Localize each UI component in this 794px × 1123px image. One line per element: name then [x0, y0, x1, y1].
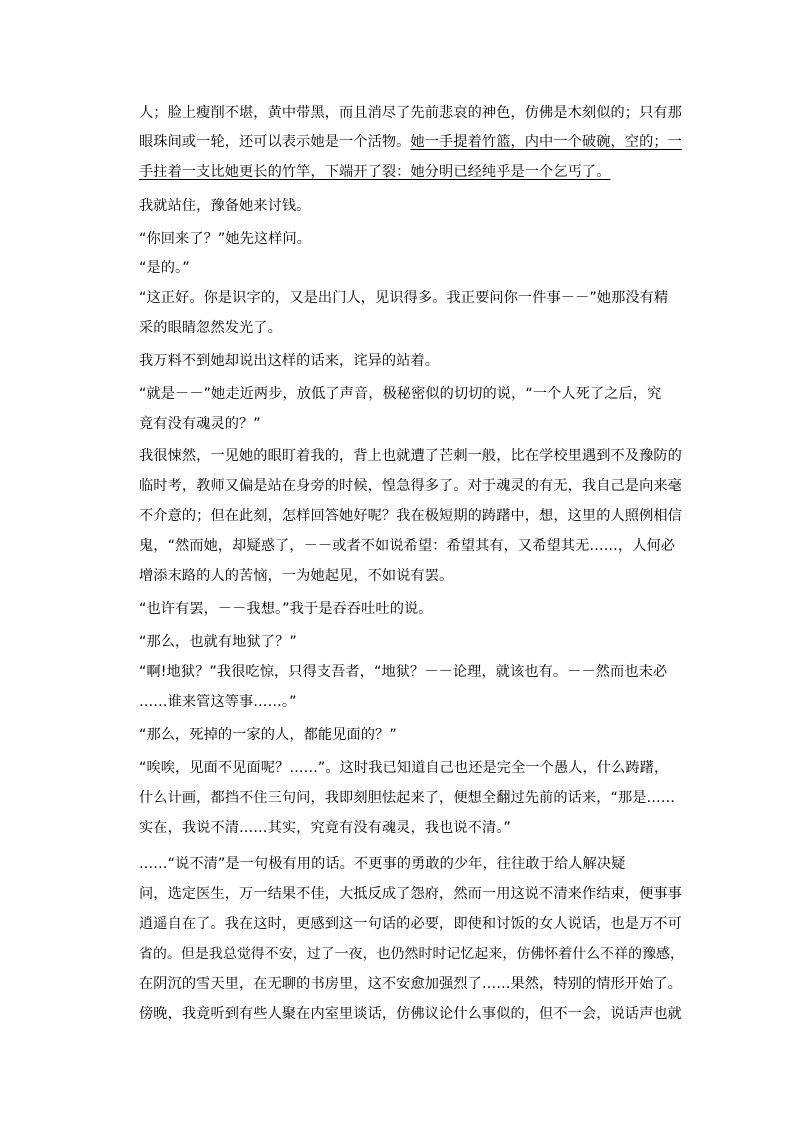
text-line — [139, 258, 684, 278]
line-text: 逍遥自在了。我在这时，更感到这一句话的必要，即使和讨饭的女人说话，也是万不可 — [139, 916, 682, 932]
text-line — [139, 506, 684, 526]
line-text: 采的眼睛忽然发光了。 — [139, 320, 282, 336]
line-text: 我就站住，豫备她来讨钱。 — [139, 198, 311, 214]
text-line — [139, 446, 684, 466]
text-line — [139, 599, 684, 619]
line-text: “就是－－”她走近两步，放低了声音，极秘密似的切切的说，“一个人死了之后，究 — [139, 386, 662, 402]
line-text: 问，选定医生，万一结果不佳，大抵反成了怨府，然而一用这说不清来作结束，便事事 — [139, 886, 682, 902]
line-text: 我很悚然，一见她的眼盯着我的，背上也就遭了芒刺一般，比在学校里遇到不及豫防的 — [139, 448, 682, 464]
line-text: 傍晚，我竟听到有些人聚在内室里谈话，仿佛议论什么事似的，但不一会，说话声也就 — [139, 1006, 682, 1022]
underlined-text: 她一手提着竹篮，内中一个破碗，空的；一 — [410, 134, 682, 150]
text-line — [139, 818, 684, 838]
text-line — [139, 692, 684, 712]
line-text: “这正好。你是识字的，又是出门人，见识得多。我正要问你一件事－－”她那没有精 — [139, 290, 669, 306]
line-text: 人；脸上瘦削不堪，黄中带黑，而且消尽了先前悲哀的神色，仿佛是木刻似的；只有那 — [139, 105, 682, 121]
text-line — [139, 536, 684, 556]
text-line — [139, 288, 684, 308]
line-text: “你回来了？”她先这样问。 — [139, 231, 312, 247]
line-text: 增添末路的人的苦恼，一为她起见，不如说有罢。 — [139, 568, 454, 584]
text-line — [139, 725, 684, 745]
text-line — [139, 384, 684, 404]
line-text: ……谁来管这等事……。” — [139, 694, 297, 710]
text-line — [139, 351, 684, 371]
text-line — [139, 854, 684, 874]
line-text: “那么，也就有地狱了？” — [139, 634, 297, 650]
underlined-text: 手拄着一支比她更长的竹竿，下端开了裂：她分明已经纯乎是一个乞丐了。 — [139, 164, 611, 180]
line-text: 不介意的；但在此刻，怎样回答她好呢？我在极短期的踌躇中，想，这里的人照例相信 — [139, 508, 682, 524]
text-line — [139, 662, 684, 682]
line-text: “也许有罢，－－我想。”我于是吞吞吐吐的说。 — [139, 601, 433, 617]
text-line — [139, 758, 684, 778]
line-text: “那么，死掉的一家的人，都能见面的？” — [139, 727, 397, 743]
line-text: “唉唉，见面不见面呢？……”。这时我已知道自己也还是完全一个愚人，什么踌躇， — [139, 760, 669, 776]
line-text: 什么计画，都挡不住三句问，我即刻胆怯起来了，便想全翻过先前的话来，“那是…… — [139, 790, 676, 806]
line-text: 眼珠间或一轮，还可以表示她是一个活物。 — [139, 134, 411, 150]
text-line — [139, 196, 684, 216]
text-line — [139, 103, 684, 123]
text-line — [139, 884, 684, 904]
line-text: 我万料不到她却说出这样的话来，诧异的站着。 — [139, 353, 440, 369]
text-line — [139, 132, 684, 152]
line-text: 鬼，“然而她，却疑惑了，－－或者不如说希望：希望其有，又希望其无……，人何必 — [139, 538, 676, 554]
text-line — [139, 914, 684, 934]
line-text: “是的。” — [139, 260, 190, 276]
line-text: 在阴沉的雪天里，在无聊的书房里，这不安愈加强烈了……果然，特别的情形开始了。 — [139, 976, 682, 992]
text-line — [139, 1004, 684, 1024]
text-line — [139, 944, 684, 964]
text-line — [139, 974, 684, 994]
line-text: 竟有没有魂灵的？” — [139, 416, 261, 432]
text-line — [139, 632, 684, 652]
text-line — [139, 229, 684, 249]
line-text: ……“说不清”是一句极有用的话。不更事的勇敢的少年，往往敢于给人解决疑 — [139, 856, 626, 872]
text-line — [139, 788, 684, 808]
line-text: 省的。但是我总觉得不安，过了一夜，也仍然时时记忆起来，仿佛怀着什么不祥的豫感， — [139, 946, 685, 962]
text-line — [139, 162, 684, 182]
line-text: 实在，我说不清……其实，究竟有没有魂灵，我也说不清。” — [139, 820, 511, 836]
text-line — [139, 566, 684, 586]
text-line — [139, 414, 684, 434]
text-line — [139, 476, 684, 496]
line-text: “啊!地狱？”我很吃惊，只得支吾者，“地狱？－－论理，就该也有。－－然而也未必 — [139, 664, 668, 680]
text-line — [139, 318, 684, 338]
line-text: 临时考，教师又偏是站在身旁的时候，惶急得多了。对于魂灵的有无，我自己是向来毫 — [139, 478, 682, 494]
